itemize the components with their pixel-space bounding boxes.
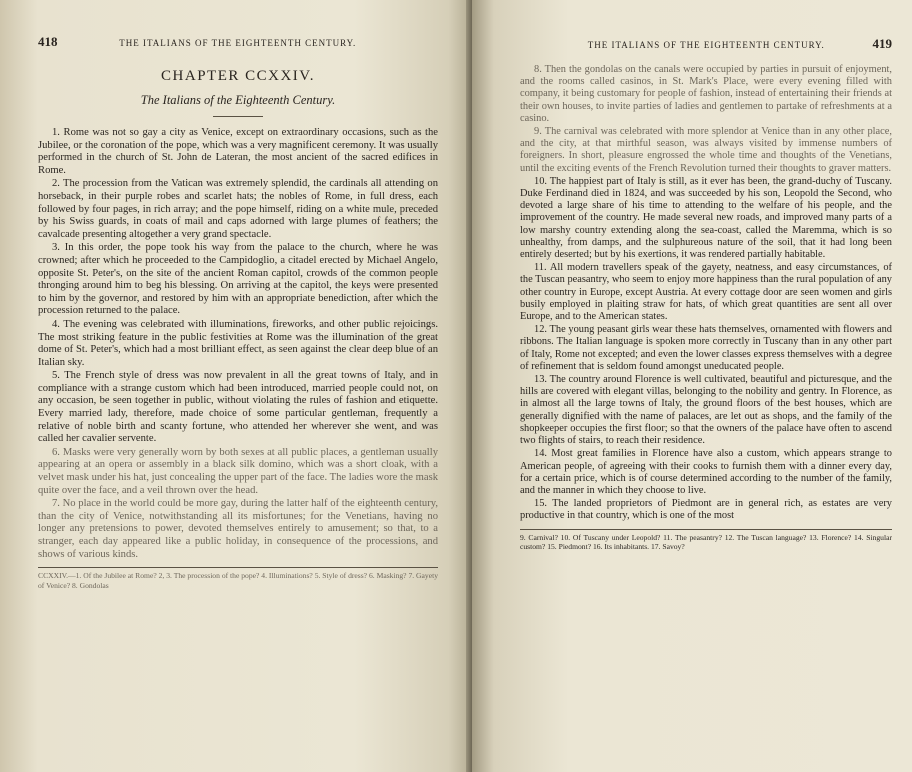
right-page xyxy=(472,0,912,772)
left-running-head xyxy=(38,34,438,50)
paragraph: 11. All modern travellers speak of the gayety, neatness, and easy circumstances, of the Tuscan peasantry, who seem to enjoy more happiness than the rural population of any other country in Europe, except Austria. At every cottage door are seen women and girls busily employed in plaiting straw for hats, of which great quantities are sent all over Europe, and to the American states. xyxy=(520,262,892,323)
right-footnote: 9. Carnival? 10. Of Tuscany under Leopold? 11. The peasantry? 12. The Tuscan language? 13. Florence? 14. Singular custom? 15. Piedmont? 16. Its inhabitants. 17. Savoy? xyxy=(520,532,892,552)
paragraph: 15. The landed proprietors of Piedmont are in general rich, as estates are very productive in that country, which is one of the most xyxy=(520,498,892,522)
paragraph: 1. Rome was not so gay a city as Venice, except on extraordinary occasions, such as the Jubilee, or the coronation of the pope, which was a very magnificent ceremony. It was usually performed in the church of St. John de Lateran, the most ancient of the sacred edifices in Rome. xyxy=(38,127,438,176)
right-page-number: 419 xyxy=(872,36,892,51)
title-rule xyxy=(213,116,263,117)
paragraph: 7. No place in the world could be more gay, during the latter half of the eighteenth century, than the city of Venice, notwithstanding all its misfortunes; for the Venetians, having no longer any pretensions to power, devoted themselves entirely to amusement; so that, to a stranger, each day appeared like a public holiday, in consequence of the processions, and shows of various kinds. xyxy=(38,498,438,560)
left-running-title: THE ITALIANS OF THE EIGHTEENTH CENTURY. xyxy=(119,38,357,48)
left-footnote: CCXXIV.—1. Of the Jubilee at Rome? 2, 3. The procession of the pope? 4. Illuminations? 5. Style of dress? 6. Masking? 7. Gayety of Venice? 8. Gondolas xyxy=(38,571,438,590)
paragraph: 14. Most great families in Florence have also a custom, which appears strange to American people, of agreeing with their cooks to furnish them with a dinner every day, for a certain price, which is of course determined according to the number of the family, and the manner in which they choose to live. xyxy=(520,448,892,496)
footnote-rule xyxy=(520,529,892,530)
paragraph: 13. The country around Florence is well cultivated, beautiful and picturesque, and the hills are covered with elegant villas, belonging to the nobility and gentry. In Florence, as in almost all the large towns of Italy, the ground floors of the best houses, which are generally dignified with the name of palaces, are let out as shops, and the family of the shopkeeper occupies the first floor; so that the owners of the palace have often to ascend two flights of stairs, to reach their residence. xyxy=(520,374,892,447)
right-running-head xyxy=(520,36,892,52)
paragraph: 2. The procession from the Vatican was extremely splendid, the cardinals all attending on horseback, in their purple robes and scarlet hats; the nobles of Rome, in full dress, each followed by four pages, in rich array; and the pope himself, riding on a white mule, preceded by his Swiss guards, in coats of mail and caps adorned with large plumes of feathers; the cavalcade presenting altogether a very grand spectacle. xyxy=(38,178,438,240)
paragraph: 3. In this order, the pope took his way from the palace to the church, where he was crowned; after which he proceeded to the Campidoglio, a citadel erected by Michael Angelo, opposite St. Peter's, on the site of the ancient Roman capitol, crowds of the common people thronging around him to beg his blessing. On arriving at the capitol, the keys were presented to him by the governor, and restored by him with an appropriate benediction, after which the procession returned to the palace. xyxy=(38,242,438,317)
paragraph: 9. The carnival was celebrated with more splendor at Venice than in any other place, and the city, at that mirthful season, was always visited by immense numbers of foreigners. In short, pleasure engrossed the whole time and thoughts of the Venetians, until the exciting events of the French Revolution turned their thoughts to graver matters. xyxy=(520,126,892,174)
chapter-title: CHAPTER CCXXIV. xyxy=(161,68,315,84)
paragraph: 5. The French style of dress was now prevalent in all the great towns of Italy, and in compliance with a strange custom which had been introduced, married people could not, on any occasion, be seen together in public, without violating the rules of fashion and etiquette. Every married lady, therefore, made choice of some particular gentleman, frequently a relative of noble birth and scanty fortune, who attended her wherever she went, and was called her cavalier servente. xyxy=(38,370,438,445)
paragraph: 12. The young peasant girls wear these hats themselves, ornamented with flowers and ribbons. The Italian language is spoken more correctly in Tuscany than in any other part of Italy, Rome not excepted; and even the lower classes express themselves with a degree of refinement that is seldom found amongst uneducated people. xyxy=(520,324,892,372)
footnote-rule xyxy=(38,567,438,568)
left-page-number: 418 xyxy=(38,34,58,49)
paragraph: 4. The evening was celebrated with illuminations, fireworks, and other public rejoicings. The most striking feature in the public festivities at Rome was the illumination of the great dome of St. Peter's, which had a most brilliant effect, as seen against the clear deep blue of an Italian sky. xyxy=(38,318,438,368)
paragraph: 6. Masks were very generally worn by both sexes at all public places, a gentleman usually appearing at an opera or assembly in a black silk domino, which was a short cloak, with a velvet mask under his hat, just concealing the upper part of the face. The ladies wore the mask quite over the face, and a veil thrown over the head. xyxy=(38,446,438,496)
paragraph: 10. The happiest part of Italy is still, as it ever has been, the grand-duchy of Tuscany. Duke Ferdinand died in 1824, and was succeeded by his son, Leopold the Second, who devoted a large share of his time to attending to the welfare of his people, and the improvement of the country. He made several new roads, and improved many parts of a low marshy country extending along the sea-coast, called the Maremma, which is so unhealthy, from damps, and the sulphureous nature of the soil, that it had long been entirely deserted; but by his exertions, it was rendered partially habitable. xyxy=(520,175,892,261)
chapter-subtitle: The Italians of the Eighteenth Century. xyxy=(140,93,336,107)
right-running-title: THE ITALIANS OF THE EIGHTEENTH CENTURY. xyxy=(587,40,825,50)
paragraph: 8. Then the gondolas on the canals were occupied by parties in pursuit of enjoyment, and the rooms called casinos, in St. Mark's Place, were every evening filled with company, it being customary for people of fashion, instead of entertaining their friends at their own houses, to invite parties of ladies and gentlemen to partake of refreshments at a casino. xyxy=(520,64,892,124)
